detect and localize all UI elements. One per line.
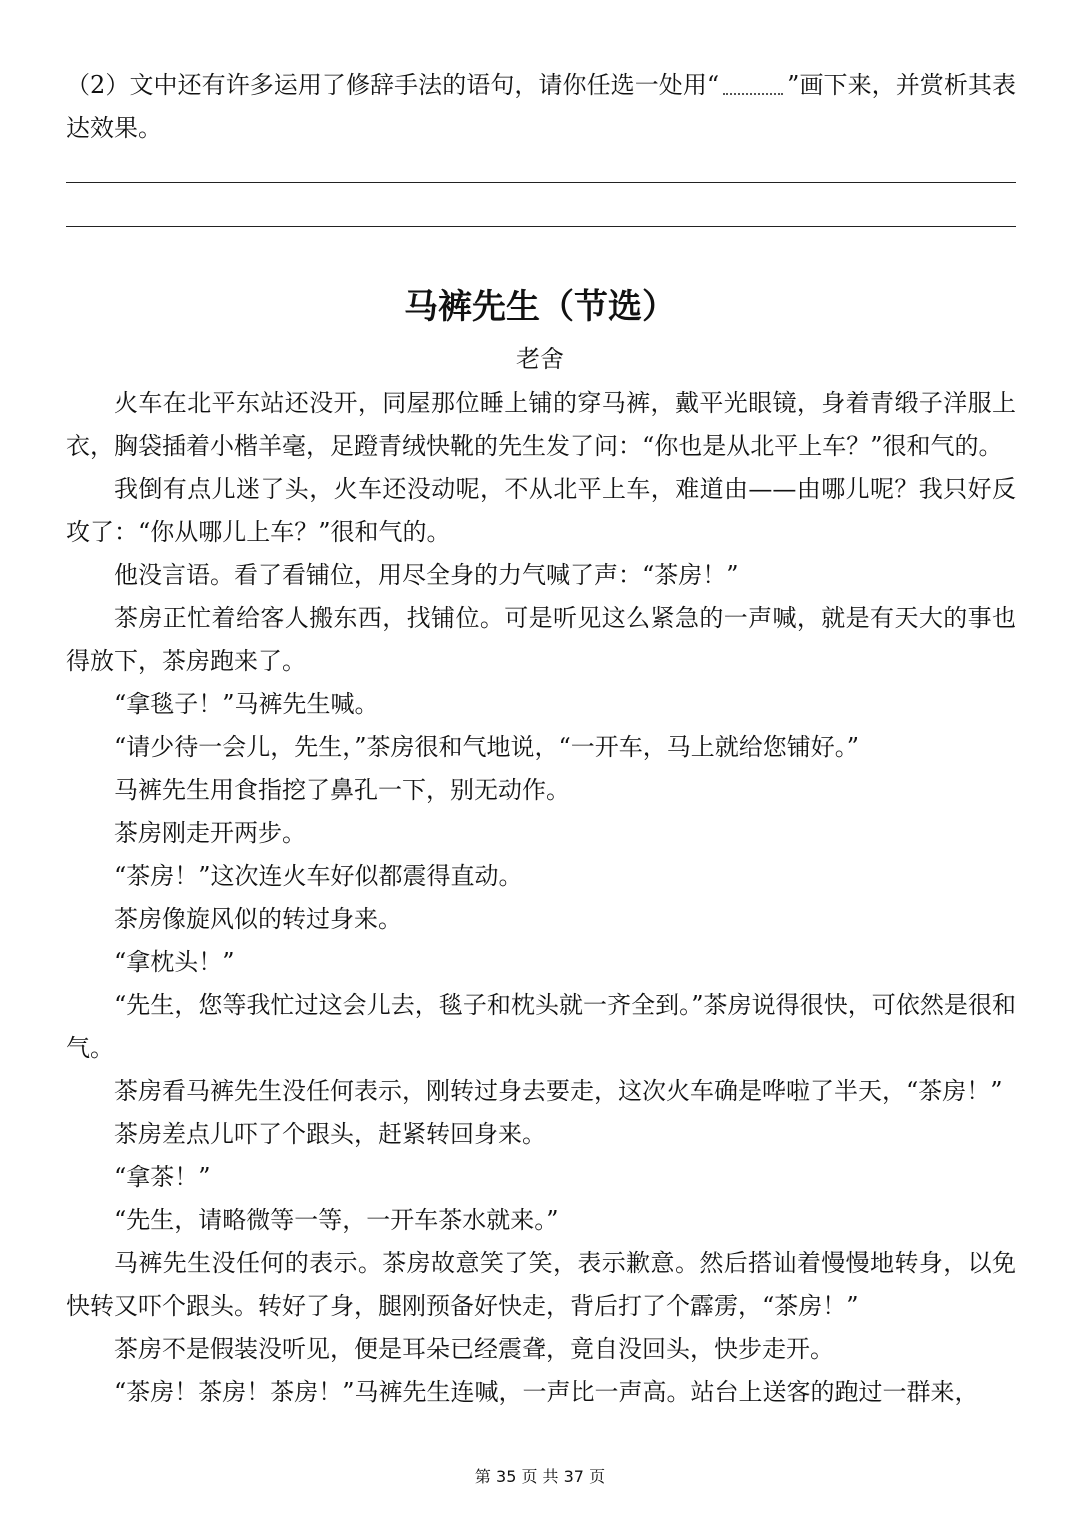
paragraph: “请少待一会儿，先生，”茶房很和气地说，“一开车，马上就给您铺好。” bbox=[114, 733, 860, 761]
paragraph: 他没言语。看了看铺位，用尽全身的力气喊了声：“茶房！” bbox=[114, 561, 739, 589]
paragraph: “拿毯子！”马裤先生喊。 bbox=[114, 690, 379, 718]
article-body bbox=[66, 382, 1016, 1414]
wavy-underline-mark bbox=[723, 81, 783, 95]
question-prefix: （2）文中还有许多运用了修辞手法的语句，请你任选一处用“ bbox=[66, 71, 720, 99]
article-author: 老舍 bbox=[516, 345, 564, 373]
paragraph: “先生，您等我忙过这会儿去，毯子和枕头就一齐全到。”茶房说得很快，可依然是很和气。 bbox=[66, 991, 1016, 1062]
paragraph: 茶房不是假装没听见，便是耳朵已经震聋，竟自没回头，快步走开。 bbox=[114, 1335, 834, 1363]
question-2 bbox=[66, 64, 1016, 150]
paragraph: “先生，请略微等一等，一开车茶水就来。” bbox=[114, 1206, 559, 1234]
paragraph: 火车在北平东站还没开，同屋那位睡上铺的穿马裤，戴平光眼镜，身着青缎子洋服上衣，胸袋插着小楷羊毫，足蹬青绒快靴的先生发了问：“你也是从北平上车？”很和气的。 bbox=[66, 389, 1016, 460]
page-number: 第 35 页 共 37 页 bbox=[474, 1467, 606, 1486]
paragraph: 茶房正忙着给客人搬东西，找铺位。可是听见这么紧急的一声喊，就是有天大的事也得放下，茶房跑来了。 bbox=[66, 604, 1016, 675]
article-title: 马裤先生（节选） bbox=[404, 287, 676, 327]
paragraph: 茶房差点儿吓了个跟头，赶紧转回身来。 bbox=[114, 1120, 546, 1148]
paragraph: “拿茶！” bbox=[114, 1163, 211, 1191]
paragraph: “茶房！”这次连火车好似都震得直动。 bbox=[114, 862, 523, 890]
paragraph: 马裤先生没任何的表示。茶房故意笑了笑，表示歉意。然后搭讪着慢慢地转身，以免快转又吓个跟头。转好了身，腿刚预备好快走，背后打了个霹雳，“茶房！” bbox=[66, 1249, 1016, 1320]
paragraph: 茶房刚走开两步。 bbox=[114, 819, 306, 847]
paragraph: 茶房看马裤先生没任何表示，刚转过身去要走，这次火车确是哗啦了半天，“茶房！” bbox=[114, 1077, 1003, 1105]
paragraph: “茶房！茶房！茶房！”马裤先生连喊，一声比一声高。站台上送客的跑过一群来， bbox=[114, 1378, 979, 1406]
answer-line[interactable] bbox=[66, 182, 1016, 183]
paragraph: 茶房像旋风似的转过身来。 bbox=[114, 905, 402, 933]
paragraph: 我倒有点儿迷了头，火车还没动呢，不从北平上车，难道由——由哪儿呢？我只好反攻了：“你从哪儿上车？”很和气的。 bbox=[66, 475, 1016, 546]
answer-line[interactable] bbox=[66, 226, 1016, 227]
question-suffix: ”画下来，并赏析其表达效果。 bbox=[66, 71, 1016, 142]
paragraph: 马裤先生用食指挖了鼻孔一下，别无动作。 bbox=[114, 776, 570, 804]
paragraph: “拿枕头！” bbox=[114, 948, 235, 976]
